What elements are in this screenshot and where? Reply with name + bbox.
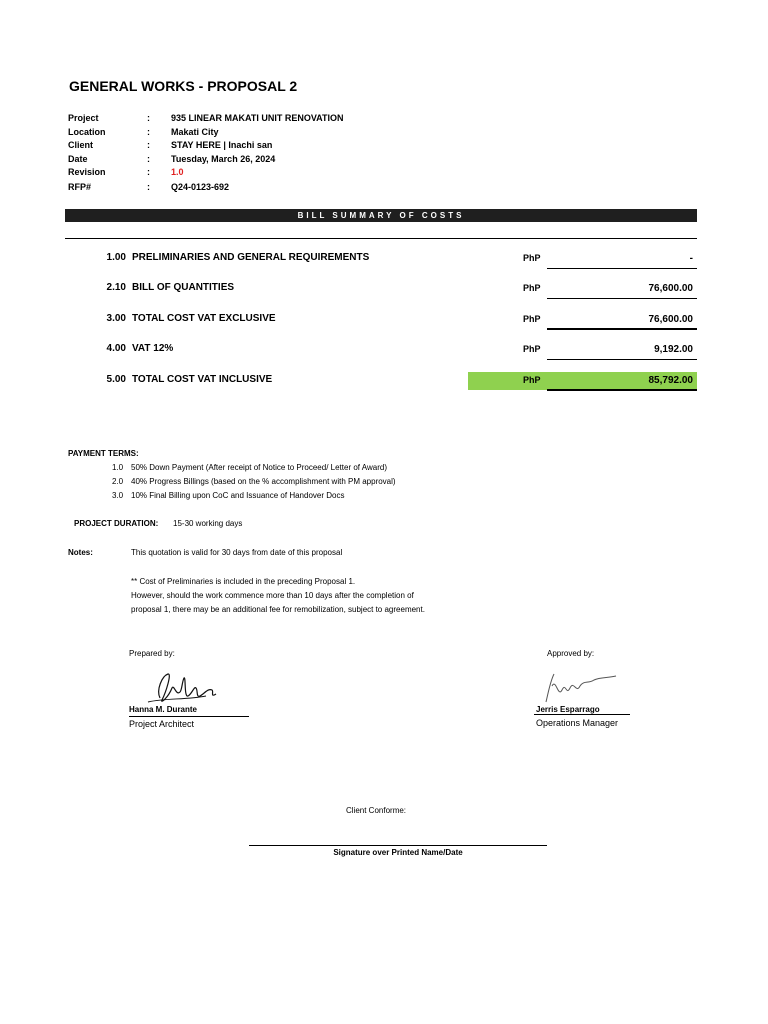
prepared-name: Hanna M. Durante (129, 705, 198, 714)
location-value: Makati City (171, 127, 219, 137)
amount-underline (547, 268, 697, 269)
approved-signature (538, 668, 620, 708)
revision-label: Revision (68, 167, 106, 177)
summary-row-num: 3.00 (106, 313, 126, 324)
payment-term-num: 2.0 (112, 477, 124, 486)
notes-label: Notes: (68, 548, 93, 557)
summary-row-currency: PhP (523, 375, 541, 385)
bill-summary-banner: BILL SUMMARY OF COSTS (65, 209, 697, 222)
summary-row-num: 4.00 (106, 343, 126, 354)
client-signature-line (249, 845, 547, 846)
summary-row-num: 5.00 (106, 374, 126, 385)
client-colon: : (147, 140, 150, 150)
revision-colon: : (147, 167, 150, 177)
summary-row-currency: PhP (523, 283, 541, 293)
summary-row-label: VAT 12% (132, 343, 174, 354)
location-label: Location (68, 127, 106, 137)
summary-row-currency: PhP (523, 344, 541, 354)
summary-row-num: 2.10 (106, 282, 126, 293)
payment-terms-heading: PAYMENT TERMS: (68, 449, 139, 458)
revision-value: 1.0 (171, 167, 184, 177)
approved-by-label: Approved by: (547, 649, 595, 658)
note-line: proposal 1, there may be an additional fee for remobilization, subject to agreement. (131, 605, 425, 614)
note-line: ** Cost of Preliminaries is included in the preceding Proposal 1. (131, 577, 356, 586)
client-conforme-label: Client Conforme: (346, 806, 407, 815)
payment-term-text: 50% Down Payment (After receipt of Notice to Proceed/ Letter of Award) (131, 463, 387, 472)
summary-row-amount: 76,600.00 (648, 283, 693, 294)
divider (65, 238, 697, 239)
date-colon: : (147, 154, 150, 164)
summary-row-amount: 85,792.00 (648, 375, 693, 386)
project-label: Project (68, 113, 99, 123)
approved-name: Jerris Esparrago (536, 705, 600, 714)
payment-term-text: 40% Progress Billings (based on the % accomplishment with PM approval) (131, 477, 396, 486)
approved-signature-line (534, 714, 630, 715)
duration-label: PROJECT DURATION: (74, 519, 159, 528)
summary-row-label: TOTAL COST VAT INCLUSIVE (132, 374, 273, 385)
payment-term-num: 3.0 (112, 491, 124, 500)
date-label: Date (68, 154, 88, 164)
summary-row-label: BILL OF QUANTITIES (132, 282, 235, 293)
approved-role: Operations Manager (536, 718, 619, 728)
summary-row-amount: 76,600.00 (648, 314, 693, 325)
note-line: This quotation is valid for 30 days from date of this proposal (131, 548, 343, 557)
project-value: 935 LINEAR MAKATI UNIT RENOVATION (171, 113, 344, 123)
amount-underline (547, 359, 697, 360)
amount-double-underline (547, 389, 697, 391)
document-title: GENERAL WORKS - PROPOSAL 2 (69, 78, 298, 94)
summary-row-num: 1.00 (106, 252, 126, 263)
prepared-signature (146, 668, 222, 708)
duration-value: 15-30 working days (173, 519, 243, 528)
client-label: Client (68, 140, 94, 150)
summary-row-label: PRELIMINARIES AND GENERAL REQUIREMENTS (132, 252, 370, 263)
payment-term-num: 1.0 (112, 463, 124, 472)
summary-row-amount: - (689, 253, 693, 264)
payment-term-text: 10% Final Billing upon CoC and Issuance of Handover Docs (131, 491, 345, 500)
summary-row-currency: PhP (523, 314, 541, 324)
amount-underline (547, 328, 697, 330)
rfp-value: Q24-0123-692 (171, 182, 230, 192)
note-line: However, should the work commence more than 10 days after the completion of (131, 591, 414, 600)
location-colon: : (147, 127, 150, 137)
summary-row-amount: 9,192.00 (654, 344, 693, 355)
summary-row-currency: PhP (523, 253, 541, 263)
rfp-colon: : (147, 182, 150, 192)
project-colon: : (147, 113, 150, 123)
prepared-by-label: Prepared by: (129, 649, 175, 658)
prepared-role: Project Architect (129, 719, 195, 729)
date-value: Tuesday, March 26, 2024 (171, 154, 276, 164)
prepared-signature-line (129, 716, 249, 717)
amount-underline (547, 298, 697, 299)
rfp-label: RFP# (68, 182, 92, 192)
summary-row-label: TOTAL COST VAT EXCLUSIVE (132, 313, 276, 324)
client-value: STAY HERE | Inachi san (171, 140, 273, 150)
client-signature-caption: Signature over Printed Name/Date (333, 848, 463, 857)
